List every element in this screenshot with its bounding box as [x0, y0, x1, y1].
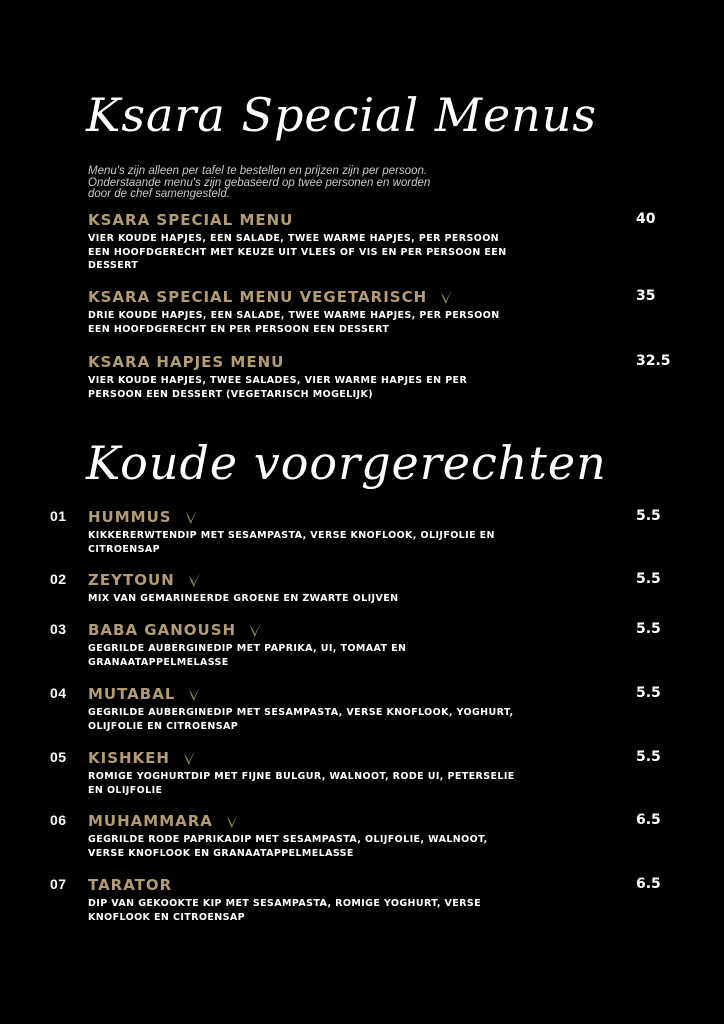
leaf-icon — [225, 813, 239, 829]
item-name: HUMMUS — [88, 508, 172, 526]
item-description — [88, 529, 558, 556]
item-name: KSARA SPECIAL MENU VEGETARISCH — [88, 288, 428, 306]
item-name: MUTABAL — [88, 685, 176, 703]
item-price: 32.5 — [636, 353, 671, 369]
desc-line: KIKKERERWTENDIP MET SESAMPASTA, VERSE KNOFLOOK, OLIJFOLIE EN — [88, 530, 495, 541]
desc-line: VERSE KNOFLOOK EN GRANAATAPPELMELASSE — [88, 847, 354, 859]
desc-line: GEGRILDE AUBERGINEDIP MET SESAMPASTA, VERSE KNOFLOOK, YOGHURT, — [88, 707, 514, 718]
item-name: KSARA SPECIAL MENU — [88, 211, 294, 229]
desc-line: EN OLIJFOLIE — [88, 784, 163, 796]
desc-line: GEGRILDE AUBERGINEDIP MET PAPRIKA, UI, TOMAAT EN — [88, 643, 407, 654]
desc-line: CITROENSAP — [88, 543, 160, 555]
desc-line: OLIJFOLIE EN CITROENSAP — [88, 720, 239, 732]
item-number: 04 — [50, 685, 67, 701]
intro-line: Menu's zijn alleen per tafel te bestellen en prijzen zijn per persoon. — [88, 165, 428, 177]
desc-line: MIX VAN GEMARINEERDE GROENE EN ZWARTE OLIJVEN — [88, 593, 399, 604]
desc-line: ROMIGE YOGHURTDIP MET FIJNE BULGUR, WALNOOT, RODE UI, PETERSELIE — [88, 771, 515, 782]
item-price: 5.5 — [636, 749, 661, 765]
item-price: 35 — [636, 288, 656, 304]
item-number: 03 — [50, 621, 67, 637]
item-price: 6.5 — [636, 876, 661, 892]
item-name: KSARA HAPJES MENU — [88, 353, 285, 371]
desc-line: EEN HOOFDGERECHT EN PER PERSOON EEN DESSERT — [88, 323, 390, 335]
desc-line: GEGRILDE RODE PAPRIKADIP MET SESAMPASTA, OLIJFOLIE, WALNOOT, — [88, 834, 488, 845]
desc-line: DIP VAN GEKOOKTE KIP MET SESAMPASTA, ROMIGE YOGHURT, VERSE — [88, 898, 482, 909]
item-description — [88, 642, 558, 669]
desc-line: GRANAATAPPELMELASSE — [88, 656, 229, 668]
item-price: 5.5 — [636, 685, 661, 701]
item-description — [88, 770, 558, 797]
item-number: 07 — [50, 876, 67, 892]
item-description — [88, 706, 558, 733]
item-description — [88, 309, 558, 336]
leaf-icon — [182, 750, 196, 766]
leaf-icon — [187, 572, 201, 588]
special-menus-title: Ksara Special Menus — [86, 88, 598, 142]
item-description — [88, 374, 558, 401]
item-name: BABA GANOUSH — [88, 621, 237, 639]
desc-line: VIER KOUDE HAPJES, EEN SALADE, TWEE WARME HAPJES, PER PERSOON — [88, 233, 500, 244]
leaf-icon — [248, 622, 262, 638]
item-number: 06 — [50, 812, 67, 828]
item-name: TARATOR — [88, 876, 173, 894]
leaf-icon — [184, 509, 198, 525]
item-number: 01 — [50, 508, 67, 524]
item-number: 05 — [50, 749, 67, 765]
item-price: 40 — [636, 211, 656, 227]
item-number: 02 — [50, 571, 67, 587]
desc-line: DESSERT — [88, 260, 139, 271]
intro-line: door de chef samengesteld. — [88, 188, 230, 200]
leaf-icon — [187, 686, 201, 702]
item-price: 5.5 — [636, 508, 661, 524]
item-price: 5.5 — [636, 621, 661, 637]
special-menus-intro — [88, 166, 528, 201]
item-description — [88, 232, 558, 273]
item-description — [88, 592, 558, 606]
item-name: KISHKEH — [88, 749, 170, 767]
intro-line: Onderstaande menu's zijn gebaseerd op twee personen en worden — [88, 176, 431, 189]
desc-line: EEN HOOFDGERECHT MET KEUZE UIT VLEES OF VIS EN PER PERSOON EEN — [88, 246, 507, 258]
item-price: 5.5 — [636, 571, 661, 587]
desc-line: DRIE KOUDE HAPJES, EEN SALADE, TWEE WARME HAPJES, PER PERSOON — [88, 310, 500, 321]
desc-line: VIER KOUDE HAPJES, TWEE SALADES, VIER WARME HAPJES EN PER — [88, 375, 468, 386]
item-price: 6.5 — [636, 812, 661, 828]
cold-starters-title: Koude voorgerechten — [86, 436, 607, 490]
item-description — [88, 833, 558, 860]
desc-line: PERSOON EEN DESSERT (VEGETARISCH MOGELIJK) — [88, 388, 373, 400]
desc-line: KNOFLOOK EN CITROENSAP — [88, 911, 245, 923]
item-name: ZEYTOUN — [88, 571, 175, 589]
item-name: MUHAMMARA — [88, 812, 213, 830]
leaf-icon — [439, 289, 453, 305]
item-description — [88, 897, 558, 924]
